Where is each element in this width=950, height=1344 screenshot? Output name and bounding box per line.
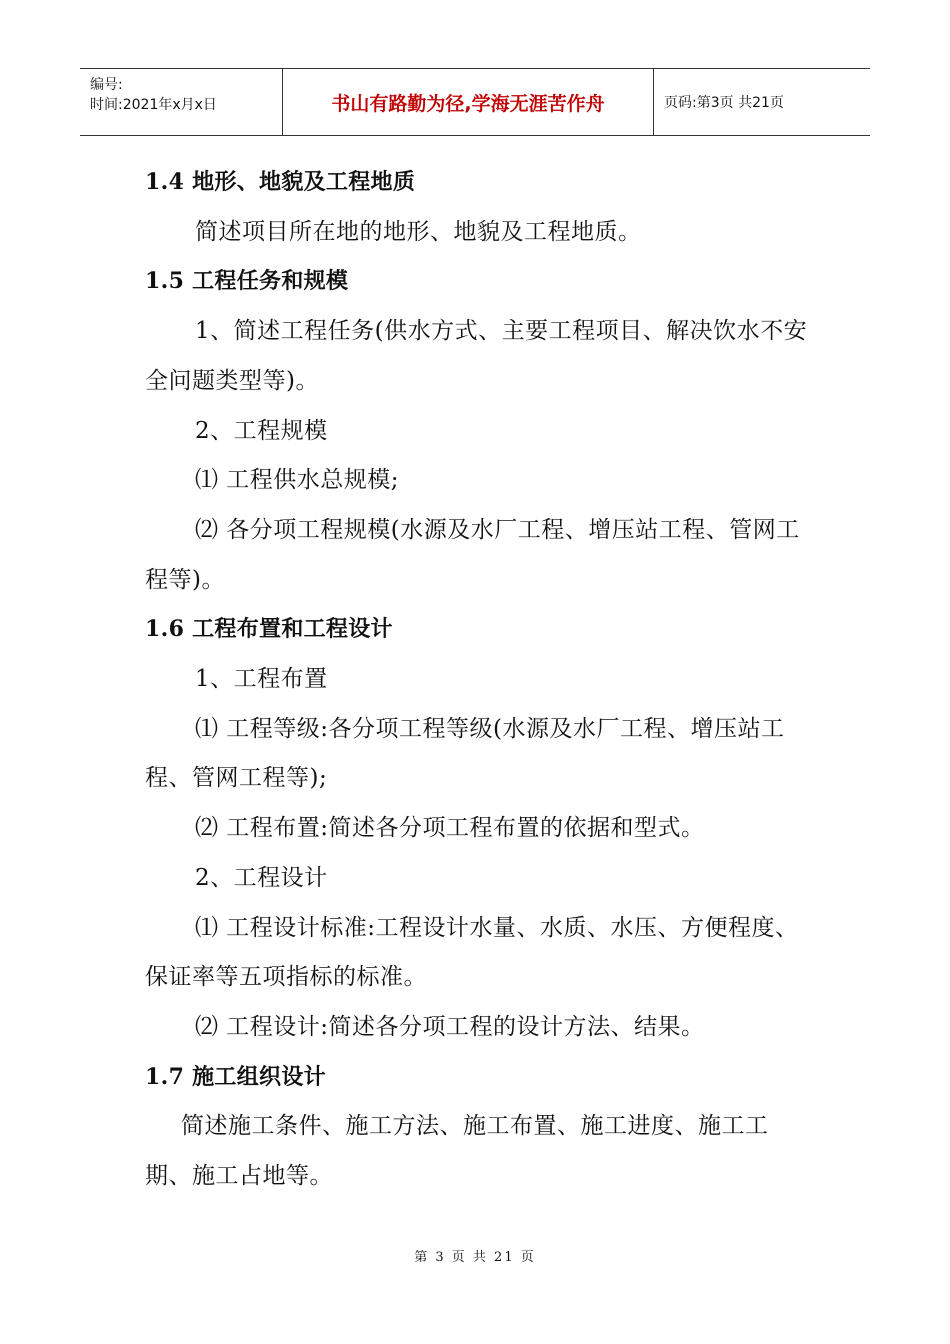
paragraph: ⑵ 各分项工程规模(水源及水厂工程、增压站工程、管网工程等)。	[145, 516, 800, 593]
number-label: 编号:	[90, 77, 123, 93]
paragraph: ⑴ 工程供水总规模;	[195, 467, 400, 494]
header-page-info: 页码:第3页 共21页	[664, 95, 784, 111]
paragraph: ⑴ 工程等级:各分项工程等级(水源及水厂工程、增压站工程、管网工程等);	[145, 715, 785, 792]
paragraph: ⑴ 工程设计标准:工程设计水量、水质、水压、方便程度、保证率等五项指标的标准。	[145, 914, 799, 991]
paragraph: 2、工程设计	[195, 864, 328, 891]
document-header	[80, 68, 870, 136]
paragraph: 简述项目所在地的地形、地貌及工程地质。	[195, 218, 642, 245]
page-footer: 第 3 页 共 21 页	[414, 1250, 536, 1265]
document-body	[145, 158, 810, 1202]
paragraph: ⑵ 工程设计:简述各分项工程的设计方法、结果。	[195, 1013, 705, 1040]
paragraph: 简述施工条件、施工方法、施工布置、施工进度、施工工期、施工占地等。	[145, 1113, 769, 1190]
paragraph: 1、工程布置	[195, 666, 328, 693]
section-heading: 1.5 工程任务和规模	[145, 268, 349, 295]
section-heading: 1.6 工程布置和工程设计	[145, 616, 393, 643]
paragraph: 2、工程规模	[195, 417, 328, 444]
time-label: 时间:2021年x月x日	[90, 97, 217, 113]
header-motto: 书山有路勤为径,学海无涯苦作舟	[282, 69, 654, 135]
section-heading: 1.4 地形、地貌及工程地质	[145, 169, 416, 195]
header-left-cell	[80, 69, 282, 135]
paragraph: ⑵ 工程布置:简述各分项工程布置的依据和型式。	[195, 815, 705, 842]
section-heading: 1.7 施工组织设计	[145, 1063, 326, 1090]
paragraph: 1、简述工程任务(供水方式、主要工程项目、解决饮水不安全问题类型等)。	[145, 318, 808, 394]
